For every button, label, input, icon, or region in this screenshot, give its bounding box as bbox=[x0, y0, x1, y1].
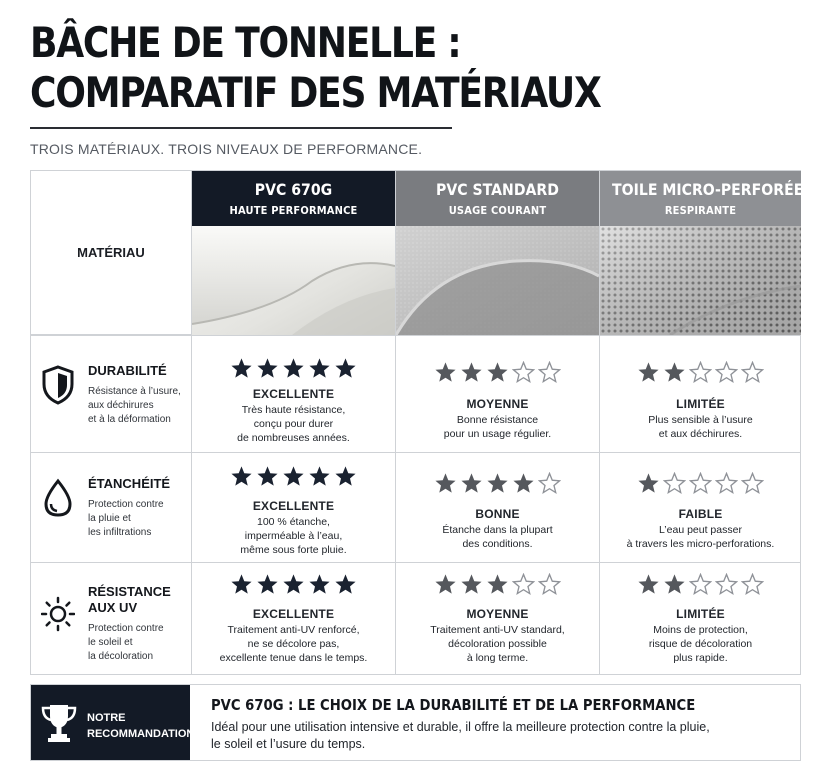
star-filled-icon bbox=[486, 361, 509, 383]
star-filled-icon bbox=[334, 573, 357, 595]
rating-level: EXCELLENTE bbox=[252, 387, 335, 401]
star-filled-icon bbox=[460, 472, 483, 494]
rating-cell bbox=[396, 573, 599, 665]
rating-cell bbox=[396, 472, 599, 551]
page-title bbox=[30, 18, 701, 118]
star-empty-icon bbox=[512, 361, 535, 383]
rating-level: LIMITÉE bbox=[676, 607, 725, 621]
star-empty-icon bbox=[689, 472, 712, 494]
rating-text: Traitement anti-UV renforcé, ne se décolore pas, excellente tenue dans le temps. bbox=[219, 624, 368, 664]
column-name: PVC STANDARD bbox=[436, 180, 559, 199]
row-header-durabilite bbox=[31, 335, 191, 452]
star-filled-icon bbox=[637, 361, 660, 383]
star-filled-icon bbox=[308, 573, 331, 595]
star-filled-icon bbox=[460, 361, 483, 383]
star-empty-icon bbox=[512, 573, 535, 595]
star-empty-icon bbox=[741, 472, 764, 494]
star-filled-icon bbox=[434, 573, 457, 595]
row-header-resistance-uv bbox=[31, 562, 191, 674]
star-empty-icon bbox=[689, 361, 712, 383]
star-filled-icon bbox=[486, 573, 509, 595]
star-rating bbox=[192, 573, 395, 595]
star-rating bbox=[600, 361, 801, 383]
recommendation-box bbox=[30, 684, 801, 761]
star-rating bbox=[600, 472, 801, 494]
star-filled-icon bbox=[256, 465, 279, 487]
star-filled-icon bbox=[256, 573, 279, 595]
column-header-pvc-standard bbox=[396, 171, 599, 226]
star-rating bbox=[396, 573, 599, 595]
row-description: Résistance à l’usure, aux déchirures et à la déformation bbox=[88, 386, 181, 425]
star-empty-icon bbox=[741, 361, 764, 383]
star-filled-icon bbox=[308, 357, 331, 379]
material-label: MATÉRIAU bbox=[31, 171, 192, 335]
badge-label: NOTRE RECOMMANDATION bbox=[87, 712, 195, 740]
column-header-toile-micro-perforee bbox=[600, 171, 804, 226]
star-filled-icon bbox=[663, 573, 686, 595]
star-empty-icon bbox=[715, 573, 738, 595]
rating-level: LIMITÉE bbox=[676, 397, 725, 411]
title-line-1: BÂCHE DE TONNELLE : bbox=[30, 18, 461, 67]
row-header-etancheite bbox=[31, 452, 191, 562]
rating-cell bbox=[192, 357, 395, 445]
star-rating bbox=[192, 465, 395, 487]
star-filled-icon bbox=[230, 573, 253, 595]
rating-level: BONNE bbox=[475, 507, 520, 521]
star-rating bbox=[396, 472, 599, 494]
column-name: TOILE MICRO-PERFORÉE bbox=[612, 180, 804, 199]
rating-cell bbox=[396, 361, 599, 441]
star-empty-icon bbox=[715, 472, 738, 494]
star-filled-icon bbox=[637, 573, 660, 595]
star-filled-icon bbox=[460, 573, 483, 595]
row-description: Protection contre le soleil et la décoloration bbox=[88, 623, 164, 662]
column-subtitle: USAGE COURANT bbox=[448, 204, 547, 217]
row-label: DURABILITÉ bbox=[88, 363, 167, 378]
rating-text: Bonne résistance pour un usage régulier. bbox=[443, 414, 552, 440]
swatch-glossy-white-fabric bbox=[192, 226, 395, 335]
sun-icon bbox=[41, 594, 75, 634]
star-filled-icon bbox=[663, 361, 686, 383]
column-header-pvc-670g bbox=[192, 171, 395, 226]
star-filled-icon bbox=[230, 465, 253, 487]
title-divider bbox=[30, 127, 452, 129]
rating-level: MOYENNE bbox=[466, 607, 529, 621]
star-empty-icon bbox=[689, 573, 712, 595]
star-filled-icon bbox=[282, 357, 305, 379]
rating-text: Plus sensible à l’usure et aux déchirures. bbox=[648, 414, 753, 440]
swatch-textured-grey-fabric bbox=[396, 226, 599, 335]
column-name: PVC 670G bbox=[254, 180, 333, 199]
star-empty-icon bbox=[663, 472, 686, 494]
star-empty-icon bbox=[538, 361, 561, 383]
row-label: ÉTANCHÉITÉ bbox=[88, 476, 171, 491]
star-filled-icon bbox=[256, 357, 279, 379]
rating-text: 100 % étanche, imperméable à l’eau, même sous forte pluie. bbox=[240, 516, 347, 556]
star-filled-icon bbox=[334, 357, 357, 379]
title-line-2: COMPARATIF DES MATÉRIAUX bbox=[30, 68, 601, 117]
star-filled-icon bbox=[230, 357, 253, 379]
rating-level: MOYENNE bbox=[466, 397, 529, 411]
row-description: Protection contre la pluie et les infiltrations bbox=[88, 499, 164, 538]
rating-cell bbox=[192, 573, 395, 665]
star-rating bbox=[600, 573, 801, 595]
rating-text: Très haute résistance, conçu pour durer de nombreuses années. bbox=[237, 404, 350, 444]
rating-text: Moins de protection, risque de décoloration plus rapide. bbox=[648, 624, 753, 664]
rating-text: Traitement anti-UV standard, décoloration possible à long terme. bbox=[430, 624, 565, 664]
star-empty-icon bbox=[741, 573, 764, 595]
rating-cell bbox=[600, 573, 801, 665]
rating-cell bbox=[600, 361, 801, 441]
recommendation-text: Idéal pour une utilisation intensive et durable, il offre la meilleure protection contre la pluie, le soleil et l’usure du temps. bbox=[211, 720, 710, 751]
star-filled-icon bbox=[512, 472, 535, 494]
trophy-icon bbox=[40, 702, 78, 744]
recommendation-badge bbox=[31, 685, 195, 760]
rating-level: EXCELLENTE bbox=[252, 499, 335, 513]
star-rating bbox=[192, 357, 395, 379]
page-subtitle: TROIS MATÉRIAUX. TROIS NIVEAUX DE PERFORMANCE. bbox=[30, 141, 423, 157]
star-filled-icon bbox=[637, 472, 660, 494]
star-empty-icon bbox=[538, 573, 561, 595]
rating-level: FAIBLE bbox=[678, 507, 723, 521]
comparison-table bbox=[30, 170, 804, 675]
star-empty-icon bbox=[538, 472, 561, 494]
rating-text: L’eau peut passer à travers les micro-perforations. bbox=[626, 524, 775, 550]
star-rating bbox=[396, 361, 599, 383]
recommendation-title: PVC 670G : LE CHOIX DE LA DURABILITÉ ET DE LA PERFORMANCE bbox=[211, 696, 696, 714]
water-drop-icon bbox=[41, 478, 75, 518]
star-empty-icon bbox=[715, 361, 738, 383]
star-filled-icon bbox=[334, 465, 357, 487]
star-filled-icon bbox=[308, 465, 331, 487]
column-subtitle: HAUTE PERFORMANCE bbox=[229, 204, 358, 217]
column-subtitle: RESPIRANTE bbox=[664, 204, 737, 217]
star-filled-icon bbox=[282, 573, 305, 595]
star-filled-icon bbox=[434, 472, 457, 494]
rating-cell bbox=[192, 465, 395, 557]
rating-text: Étanche dans la plupart des conditions. bbox=[442, 524, 553, 550]
star-filled-icon bbox=[434, 361, 457, 383]
star-filled-icon bbox=[486, 472, 509, 494]
rating-cell bbox=[600, 472, 801, 551]
swatch-perforated-mesh-fabric bbox=[600, 226, 801, 335]
star-filled-icon bbox=[282, 465, 305, 487]
row-label: RÉSISTANCE AUX UV bbox=[88, 584, 171, 615]
shield-icon bbox=[41, 365, 75, 405]
rating-level: EXCELLENTE bbox=[252, 607, 335, 621]
